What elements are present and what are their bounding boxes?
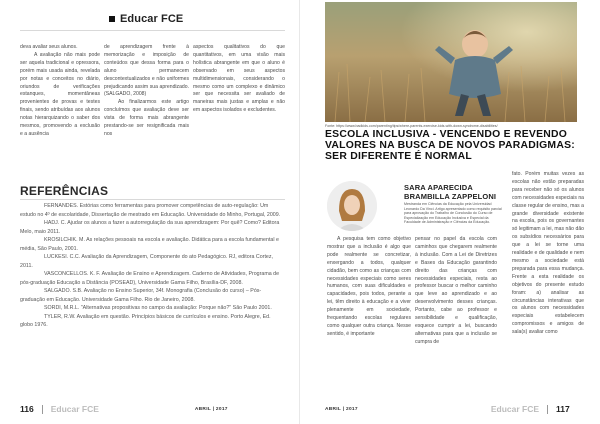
text-column-2 bbox=[104, 44, 189, 139]
magazine-header bbox=[109, 11, 183, 27]
author-portrait bbox=[327, 181, 377, 231]
article-column-3 bbox=[512, 171, 584, 337]
article-photo bbox=[325, 2, 577, 122]
references-list bbox=[20, 202, 285, 330]
reference-item: HADJ. C. Ajudar os alunos a fazer a autorregulação da sua aprendizagem: Por quê? Como? Editora Melo, maio 2011. bbox=[20, 220, 280, 235]
references-heading: REFERÊNCIAS bbox=[20, 184, 109, 198]
footer-divider bbox=[42, 405, 43, 414]
article-title: ESCOLA INCLUSIVA - VENCENDO E REVENDO VALORES NA BUSCA DE NOVOS PARADIGMAS: SER DIFERENTE É NORMAL bbox=[325, 129, 575, 162]
footer-date: ABRIL | 2017 bbox=[194, 406, 228, 412]
page-number: 117 bbox=[556, 404, 570, 414]
paragraph: pensar no papel da escola com caminhos que chegarem realmente à inclusão. Com a Lei de Diretrizes e Bases da Educação garantindo direito das crianças com necessidades especiais, resta ao professor buscar o melhor caminho que leve ao aprendizado e ao desenvolvimento desses crianças. Portanto, cabe ao professor e sensibilidade e qualificação, esquece cumprir a lei, buscando alternativas para que a inclusão se cumpra de bbox=[415, 236, 497, 345]
reference-item: SALGADO. S.B. Avaliação no Ensino Superior, 34f. Monografia (Conclusão do curso) – Pós-graduação em Educação. Universidade Gama Filho. Rio de Janeiro, 2008. bbox=[20, 288, 262, 303]
paragraph: fato. Porém muitas vezes as escolas não estão preparadas para receber não só os alunos com necessidades especiais na classe regular de ensino, mas a grande diversidade existente na escola, pois os governantes só legitimam a lei, mas não dão os subsídios necessários para que a lei se torne uma realidade e de qualidade e nem mesmo a sociedade está preparada para essa mudança. Frente a esta realidade os objetivos do presente estudo foram: a) analisar as circunstâncias interativas que os alunos com necessidades especiais estabelecem compromissos e amigos de sala(s) avaliar como bbox=[512, 171, 584, 336]
paragraph: A avaliação não mais pode ser aquela tradicional e opressora, porém mais usada ainda, revelada por notas e conceitos no diário, oriundos de verificações estanques, momentâneas provenientes de provas e testes finais, sendo atribuídas aos alunos notas hierarquizando o saber dos mesmos, promovendo a exclusão e a ausência bbox=[20, 51, 100, 137]
reference-item: KROSILCHIK. M. As relações pessoais na escola e avaliação. Didática para a escola fundamental e média, São Paulo, 2001. bbox=[20, 237, 279, 252]
footer-brand: Educar FCE bbox=[490, 404, 540, 414]
text-column-3 bbox=[193, 44, 285, 115]
author-avatar bbox=[327, 181, 377, 231]
paragraph: aspectos qualitativos do que quantitativos, em uma visão mais holística abrangente em que o aluno é observado em seus aspectos multidimensionais, considerando o mesmo como um complexo e dinâmico ser que necessita ser avaliado de maneiras mais justas e amplas e não em aspectos isolados e excludentes. bbox=[193, 44, 285, 114]
footer-divider bbox=[547, 405, 548, 414]
references-divider bbox=[20, 199, 285, 200]
header-square-icon bbox=[109, 16, 115, 22]
article-column-1 bbox=[327, 236, 411, 339]
reference-item: VASCONCELLOS. K. F. Avaliação de Ensino e Aprendizagem. Caderno de Atividades, Programa de pós-graduação Educação a Distância (POSEAD), Universidade Gama Filho, Brasília-DF, 2008. bbox=[20, 271, 280, 286]
reference-item: SORDI, M.R.L. "Alternativas propositivas no campo da avaliação: Porque não?" São Paulo 2001. bbox=[44, 305, 272, 311]
author-name-line1: SARA APARECIDA bbox=[404, 183, 473, 192]
author-name bbox=[404, 184, 496, 201]
paragraph: deva avaliar seus alunos. bbox=[20, 44, 78, 50]
paragraph: Ao finalizarmos este artigo concluímos que avaliação deve ser vista de forma mais abrangente prestando-se ser resignificada mais nos bbox=[104, 99, 189, 137]
reference-item: LUCKESI. C.C. Avaliação da Aprendizagem, Componente do ato Pedagógico. RJ, editora Cortez, 2011. bbox=[20, 254, 273, 269]
header-divider bbox=[20, 30, 285, 31]
paragraph: de aprendizagem frente à memorização e imposição de conteúdos que dessa forma para o aluno permanecem descontextualizados e não uniformes prejudicando assim sua aprendizado. (SALGADO, 2008) bbox=[104, 44, 189, 98]
reference-item: FERNANDES. Estórias como ferramentas para promover competências de auto-regulação: Um estudo no 4º de escolaridade, Dissertação de mestrado em Educação. Universidade do Minho, Portugal, 2009. bbox=[20, 203, 281, 218]
magazine-title: Educar FCE bbox=[120, 13, 184, 25]
page-number: 116 bbox=[20, 404, 34, 414]
footer-date: ABRIL | 2017 bbox=[325, 406, 358, 412]
photo-credit: Fonte: https://www.badkids.com/parenting/tips/where-parents-exercise-kids-with-down-syndrome-disabilities/ bbox=[325, 124, 498, 128]
reference-item: TYLER, R.W. Avaliação em questão. Princípios básicos de currículos e ensino. Porto Alegre, Ed. globo 1976. bbox=[20, 313, 271, 328]
child-running-photo bbox=[325, 2, 577, 122]
footer-right bbox=[325, 404, 570, 414]
author-name-line2: BRAMBILLA ZAPPELONI bbox=[404, 191, 497, 201]
article-column-2 bbox=[415, 236, 497, 347]
footer-left bbox=[20, 404, 228, 414]
author-bio: Mestranda em Ciências da Educação pela Universidad Leonardo Da Vinci. Artigo apresentado como requisito parcial para aprovação do Trabalho de Conclusão do Curso de Especialização em Educação Inclusiva e Especial da Faculdade de Administração e Ciências da Educação. bbox=[404, 202, 502, 225]
footer-brand: Educar FCE bbox=[50, 404, 99, 414]
text-column-1 bbox=[20, 44, 100, 139]
paragraph: A pesquisa tem como objetivo mostrar que a inclusão é algo que pode realmente se concretizar, enxergando a todos, qualquer cidadão, bem como as crianças com necessidades especiais como seres humanos, com suas dificuldades e capacidades, pois todos, perante a lei, têm direito à educação e a viver plenamente em sociedade, frequentando escolas regulares como qualquer outra criança. Nesse sentido, é importante bbox=[327, 236, 411, 337]
